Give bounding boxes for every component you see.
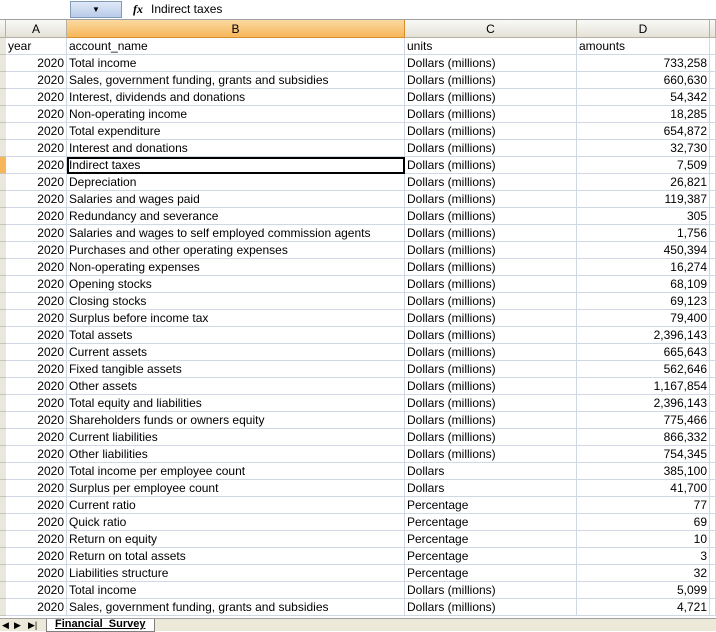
formula-input[interactable]: Indirect taxes	[151, 2, 223, 16]
cell-amount[interactable]: 68,109	[577, 276, 710, 293]
cell-year[interactable]: 2020	[6, 412, 67, 429]
cell-units[interactable]: Dollars (millions)	[405, 174, 577, 191]
cell-account-name[interactable]: Other assets	[67, 378, 405, 395]
column-header-a[interactable]: A	[6, 20, 67, 38]
cell-year[interactable]: 2020	[6, 242, 67, 259]
table-row	[0, 531, 716, 548]
cell-account-name[interactable]: Surplus per employee count	[67, 480, 405, 497]
table-row	[0, 344, 716, 361]
cell-account-name[interactable]: Total assets	[67, 327, 405, 344]
last-sheet-icon[interactable]: ▶|	[28, 620, 38, 630]
cell-empty[interactable]	[710, 276, 716, 293]
cell-units[interactable]: Percentage	[405, 565, 577, 582]
cell-units[interactable]: Dollars (millions)	[405, 89, 577, 106]
cell-account-name[interactable]: Closing stocks	[67, 293, 405, 310]
cell-year[interactable]: 2020	[6, 548, 67, 565]
cell-units[interactable]: Percentage	[405, 548, 577, 565]
cell-account-name[interactable]: Liabilities structure	[67, 565, 405, 582]
cell-empty[interactable]	[710, 259, 716, 276]
cell-units[interactable]: Dollars (millions)	[405, 582, 577, 599]
cell-empty[interactable]	[710, 89, 716, 106]
cell-amount[interactable]: 5,099	[577, 582, 710, 599]
cell-units[interactable]: Dollars (millions)	[405, 123, 577, 140]
cell-account-name[interactable]: Current ratio	[67, 497, 405, 514]
cell-amount[interactable]: 654,872	[577, 123, 710, 140]
cell-year[interactable]: 2020	[6, 446, 67, 463]
cell-empty[interactable]	[710, 72, 716, 89]
header-row	[0, 38, 716, 55]
active-cell[interactable]: Indirect taxes	[67, 157, 405, 174]
cell-account-name[interactable]: Return on total assets	[67, 548, 405, 565]
cell-empty[interactable]	[710, 344, 716, 361]
table-row	[0, 225, 716, 242]
cell-units[interactable]: Percentage	[405, 514, 577, 531]
cell-units[interactable]: Dollars (millions)	[405, 599, 577, 616]
cell-year-header[interactable]: year	[6, 38, 67, 55]
cell-amount[interactable]: 2,396,143	[577, 327, 710, 344]
cell-empty[interactable]	[710, 140, 716, 157]
cell-empty[interactable]	[710, 55, 716, 72]
cell-account-name[interactable]: Total income per employee count	[67, 463, 405, 480]
cell-empty[interactable]	[710, 361, 716, 378]
sheet-tab[interactable]: Financial_Survey	[46, 619, 155, 632]
cell-empty[interactable]	[710, 123, 716, 140]
cell-amount[interactable]: 305	[577, 208, 710, 225]
cell-units[interactable]: Dollars (millions)	[405, 55, 577, 72]
cell-year[interactable]: 2020	[6, 361, 67, 378]
table-row	[0, 378, 716, 395]
cell-units[interactable]: Dollars (millions)	[405, 157, 577, 174]
cell-amount[interactable]: 2,396,143	[577, 395, 710, 412]
cell-year[interactable]: 2020	[6, 497, 67, 514]
cell-year[interactable]: 2020	[6, 327, 67, 344]
cell-amount[interactable]: 54,342	[577, 89, 710, 106]
table-row	[0, 327, 716, 344]
formula-bar	[0, 0, 716, 20]
cell-year[interactable]: 2020	[6, 89, 67, 106]
cell-units[interactable]: Dollars (millions)	[405, 344, 577, 361]
cell-year[interactable]: 2020	[6, 429, 67, 446]
cell-units[interactable]: Dollars	[405, 480, 577, 497]
table-row	[0, 514, 716, 531]
cell-account-name[interactable]: Surplus before income tax	[67, 310, 405, 327]
sheet-tab-bar	[0, 618, 716, 631]
cell-account-name[interactable]: Current assets	[67, 344, 405, 361]
cell-year[interactable]: 2020	[6, 344, 67, 361]
cell-units[interactable]: Dollars (millions)	[405, 140, 577, 157]
cell-empty[interactable]	[710, 514, 716, 531]
cell-account-name[interactable]: Sales, government funding, grants and subsidies	[67, 72, 405, 89]
cell-account-name[interactable]: Total income	[67, 582, 405, 599]
column-header-b[interactable]: B	[67, 20, 405, 38]
cell-amount[interactable]: 3	[577, 548, 710, 565]
table-row	[0, 174, 716, 191]
cell-units[interactable]: Dollars (millions)	[405, 293, 577, 310]
cell-year[interactable]: 2020	[6, 480, 67, 497]
cell-year[interactable]: 2020	[6, 378, 67, 395]
cell-year[interactable]: 2020	[6, 191, 67, 208]
table-row	[0, 548, 716, 565]
cell-amount[interactable]: 866,332	[577, 429, 710, 446]
cell-amount[interactable]: 16,274	[577, 259, 710, 276]
cell-units[interactable]: Dollars (millions)	[405, 412, 577, 429]
cell-amount[interactable]: 69	[577, 514, 710, 531]
cell-amount[interactable]: 733,258	[577, 55, 710, 72]
column-header-e[interactable]	[710, 20, 716, 38]
cell-year[interactable]: 2020	[6, 276, 67, 293]
cell-account-name[interactable]: Total expenditure	[67, 123, 405, 140]
cell-units[interactable]: Dollars	[405, 463, 577, 480]
cell-amount[interactable]: 32	[577, 565, 710, 582]
cell-empty[interactable]	[710, 395, 716, 412]
cell-empty[interactable]	[710, 106, 716, 123]
cell-empty[interactable]	[710, 412, 716, 429]
cell-units[interactable]: Dollars (millions)	[405, 378, 577, 395]
cell-account-name-header[interactable]: account_name	[67, 38, 405, 55]
cell-account-name[interactable]: Redundancy and severance	[67, 208, 405, 225]
cell-amount[interactable]: 562,646	[577, 361, 710, 378]
column-headers	[0, 20, 716, 38]
cell-amount[interactable]: 660,630	[577, 72, 710, 89]
cell-year[interactable]: 2020	[6, 225, 67, 242]
cell-year[interactable]: 2020	[6, 531, 67, 548]
cell-account-name[interactable]: Other liabilities	[67, 446, 405, 463]
cell-year[interactable]: 2020	[6, 565, 67, 582]
cell-year[interactable]: 2020	[6, 174, 67, 191]
column-header-c[interactable]: C	[405, 20, 577, 38]
cell-year[interactable]: 2020	[6, 293, 67, 310]
cell-units[interactable]: Percentage	[405, 497, 577, 514]
cell-year[interactable]: 2020	[6, 208, 67, 225]
table-row	[0, 446, 716, 463]
name-box-dropdown-icon[interactable]: ▼	[70, 1, 122, 18]
cell-amount[interactable]: 450,394	[577, 242, 710, 259]
cell-units-header[interactable]: units	[405, 38, 577, 55]
cell-year[interactable]: 2020	[6, 514, 67, 531]
table-row	[0, 259, 716, 276]
cell-empty[interactable]	[710, 225, 716, 242]
fx-icon[interactable]: fx	[133, 2, 143, 16]
table-row	[0, 293, 716, 310]
cell-amount[interactable]: 69,123	[577, 293, 710, 310]
cell-amount[interactable]: 754,345	[577, 446, 710, 463]
cell-account-name[interactable]: Total income	[67, 55, 405, 72]
table-row	[0, 565, 716, 582]
cell-empty[interactable]	[710, 446, 716, 463]
table-row	[0, 191, 716, 208]
cell-amount[interactable]: 119,387	[577, 191, 710, 208]
table-row	[0, 208, 716, 225]
table-row	[0, 157, 716, 174]
table-row	[0, 310, 716, 327]
cell-units[interactable]: Dollars (millions)	[405, 395, 577, 412]
cell-amount[interactable]: 775,466	[577, 412, 710, 429]
table-row	[0, 480, 716, 497]
cell-year[interactable]: 2020	[6, 123, 67, 140]
table-row	[0, 55, 716, 72]
cell-account-name[interactable]: Non-operating expenses	[67, 259, 405, 276]
name-box[interactable]	[0, 1, 70, 18]
next-sheet-icon[interactable]: ▶	[14, 620, 21, 630]
cell-empty[interactable]	[710, 174, 716, 191]
cell-empty[interactable]	[710, 242, 716, 259]
cell-year[interactable]: 2020	[6, 395, 67, 412]
cell-units[interactable]: Dollars (millions)	[405, 242, 577, 259]
cell-account-name[interactable]: Fixed tangible assets	[67, 361, 405, 378]
table-row	[0, 599, 716, 616]
cell-account-name[interactable]: Return on equity	[67, 531, 405, 548]
cell-amount[interactable]: 26,821	[577, 174, 710, 191]
cell-units[interactable]: Dollars (millions)	[405, 259, 577, 276]
cell-year[interactable]: 2020	[6, 140, 67, 157]
cell-year[interactable]: 2020	[6, 599, 67, 616]
cell-empty[interactable]	[710, 310, 716, 327]
cell-units[interactable]: Dollars (millions)	[405, 310, 577, 327]
table-row	[0, 123, 716, 140]
table-row	[0, 429, 716, 446]
cell-empty[interactable]	[710, 531, 716, 548]
table-row	[0, 395, 716, 412]
cell-empty[interactable]	[710, 191, 716, 208]
cell-empty[interactable]	[710, 157, 716, 174]
cell-units[interactable]: Percentage	[405, 531, 577, 548]
cell-amounts-header[interactable]: amounts	[577, 38, 710, 55]
cell-units[interactable]: Dollars (millions)	[405, 361, 577, 378]
table-row	[0, 497, 716, 514]
first-sheet-icon[interactable]: ◀	[2, 620, 9, 630]
cell-year[interactable]: 2020	[6, 55, 67, 72]
cell-account-name[interactable]: Non-operating income	[67, 106, 405, 123]
cell-units[interactable]: Dollars (millions)	[405, 106, 577, 123]
cell-empty[interactable]	[710, 582, 716, 599]
cell-amount[interactable]: 41,700	[577, 480, 710, 497]
table-row	[0, 412, 716, 429]
table-row	[0, 463, 716, 480]
cell-account-name[interactable]: Interest, dividends and donations	[67, 89, 405, 106]
table-row	[0, 361, 716, 378]
cell-amount[interactable]: 1,756	[577, 225, 710, 242]
cell-empty[interactable]	[710, 548, 716, 565]
cell-units[interactable]: Dollars (millions)	[405, 72, 577, 89]
cell-amount[interactable]: 18,285	[577, 106, 710, 123]
cell-empty[interactable]	[710, 497, 716, 514]
cell-amount[interactable]: 665,643	[577, 344, 710, 361]
cell-empty[interactable]	[710, 599, 716, 616]
cell-units[interactable]: Dollars (millions)	[405, 327, 577, 344]
cell-year[interactable]: 2020	[6, 259, 67, 276]
cell-amount[interactable]: 79,400	[577, 310, 710, 327]
cell-account-name[interactable]: Current liabilities	[67, 429, 405, 446]
cell-year[interactable]: 2020	[6, 463, 67, 480]
cell-account-name[interactable]: Depreciation	[67, 174, 405, 191]
cell-empty[interactable]	[710, 327, 716, 344]
cell-account-name[interactable]: Sales, government funding, grants and subsidies	[67, 599, 405, 616]
cell-empty[interactable]	[710, 565, 716, 582]
cell-account-name[interactable]: Total equity and liabilities	[67, 395, 405, 412]
cell-units[interactable]: Dollars (millions)	[405, 446, 577, 463]
table-row	[0, 582, 716, 599]
cell-year[interactable]: 2020	[6, 72, 67, 89]
cell-empty[interactable]	[710, 429, 716, 446]
table-row	[0, 276, 716, 293]
cell-year[interactable]: 2020	[6, 310, 67, 327]
table-row	[0, 89, 716, 106]
cell-amount[interactable]: 10	[577, 531, 710, 548]
cell-year[interactable]: 2020	[6, 582, 67, 599]
cell-empty[interactable]	[710, 378, 716, 395]
cell-empty[interactable]	[710, 208, 716, 225]
cell-amount[interactable]: 7,509	[577, 157, 710, 174]
cell-empty[interactable]	[710, 463, 716, 480]
table-row	[0, 72, 716, 89]
cell-amount[interactable]: 1,167,854	[577, 378, 710, 395]
cell-amount[interactable]: 77	[577, 497, 710, 514]
table-row	[0, 106, 716, 123]
cell-units[interactable]: Dollars (millions)	[405, 191, 577, 208]
cell-empty[interactable]	[710, 38, 716, 55]
cell-amount[interactable]: 385,100	[577, 463, 710, 480]
table-row	[0, 140, 716, 157]
cell-account-name[interactable]: Purchases and other operating expenses	[67, 242, 405, 259]
cell-units[interactable]: Dollars (millions)	[405, 225, 577, 242]
cell-account-name[interactable]: Opening stocks	[67, 276, 405, 293]
cell-year[interactable]: 2020	[6, 106, 67, 123]
cell-year[interactable]: 2020	[6, 157, 67, 174]
cell-units[interactable]: Dollars (millions)	[405, 429, 577, 446]
cell-account-name[interactable]: Quick ratio	[67, 514, 405, 531]
cell-empty[interactable]	[710, 293, 716, 310]
table-row	[0, 242, 716, 259]
column-header-d[interactable]: D	[577, 20, 710, 38]
cell-account-name[interactable]: Shareholders funds or owners equity	[67, 412, 405, 429]
cell-units[interactable]: Dollars (millions)	[405, 208, 577, 225]
cell-amount[interactable]: 4,721	[577, 599, 710, 616]
cell-empty[interactable]	[710, 480, 716, 497]
cell-account-name[interactable]: Salaries and wages to self employed commission agents	[67, 225, 405, 242]
cell-account-name[interactable]: Interest and donations	[67, 140, 405, 157]
cell-units[interactable]: Dollars (millions)	[405, 276, 577, 293]
cell-account-name[interactable]: Salaries and wages paid	[67, 191, 405, 208]
cell-amount[interactable]: 32,730	[577, 140, 710, 157]
